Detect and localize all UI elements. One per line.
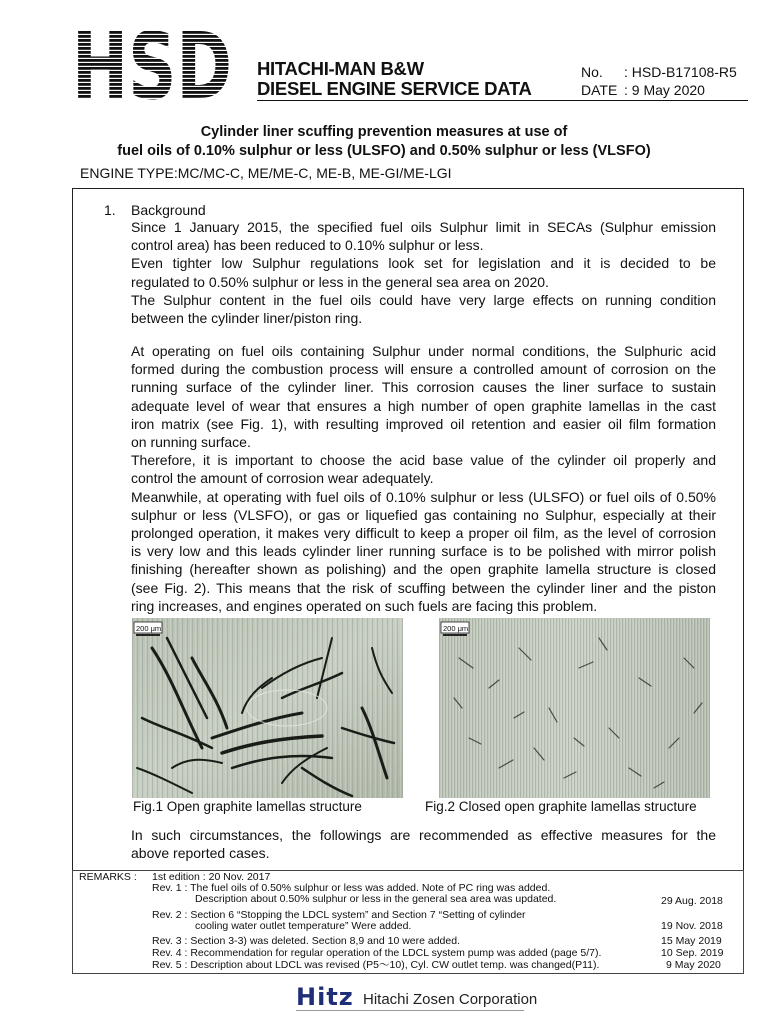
paragraph-line: Even tighter low Sulphur regulations look set for legislation and it is decided to be bbox=[131, 255, 716, 272]
rev2-date: 19 Nov. 2018 bbox=[661, 920, 723, 932]
figure-2-caption: Fig.2 Closed open graphite lamellas structure bbox=[425, 799, 697, 814]
rev5-date: 9 May 2020 bbox=[666, 959, 721, 971]
header-title-line2: DIESEL ENGINE SERVICE DATA bbox=[257, 78, 532, 99]
paragraph-line: At operating on fuel oils containing Sulphur under normal conditions, the Sulphuric acid bbox=[131, 343, 716, 359]
paragraph-line: Since 1 January 2015, the specified fuel oils Sulphur limit in SECAs (Sulphur emission bbox=[131, 219, 716, 235]
paragraph-line: The Sulphur content in the fuel oils could have very large effects on running condition bbox=[131, 291, 716, 308]
paragraph-line: control area) has been reduced to 0.10% sulphur or less. bbox=[131, 237, 484, 254]
rev2-line2: cooling water outlet temperature” Were added. bbox=[195, 920, 412, 932]
paragraph-line: between the cylinder liner/piston ring. bbox=[131, 310, 363, 327]
paragraph-3 bbox=[131, 826, 716, 862]
paragraph-line: sulphur or less (VLSFO), or gas or liquefied gas containing no Sulphur, especially at their bbox=[131, 506, 716, 523]
header-title-line1: HITACHI-MAN B&W bbox=[257, 58, 424, 79]
doc-number-value: : HSD-B17108-R5 bbox=[624, 64, 737, 80]
company-name: Hitachi Zosen Corporation bbox=[363, 991, 538, 1008]
engine-type: ENGINE TYPE:MC/MC-C, ME/ME-C, ME-B, ME-GI/ME-LGI bbox=[80, 165, 452, 181]
fig1-scale-label: 200 μm bbox=[136, 624, 162, 633]
rev1-line2: Description about 0.50% sulphur or less in the general sea area was updated. bbox=[195, 893, 557, 905]
rev3: Rev. 3 : Section 3-3) was deleted. Section 8,9 and 10 were added. bbox=[152, 935, 460, 947]
paragraph-line: adequate level of wear that ensures a high number of open graphite lamellas in the cast bbox=[131, 397, 716, 414]
header-divider bbox=[257, 100, 748, 101]
paragraph-line: is very low and this leads cylinder liner running surface is to be polished with mirror polish bbox=[131, 543, 716, 560]
doc-number-label: No. bbox=[581, 64, 603, 80]
rev5: Rev. 5 : Description about LDCL was revised (P5～10), Cyl. CW outlet temp. was changed(P11). bbox=[152, 959, 600, 971]
remarks-label: REMARKS : bbox=[79, 871, 137, 883]
rev3-date: 15 May 2019 bbox=[661, 935, 722, 947]
paragraph-1 bbox=[131, 218, 716, 327]
fig2-scale-label: 200 μm bbox=[443, 624, 469, 633]
paragraph-2 bbox=[131, 342, 716, 615]
paragraph-line: on running surface. bbox=[131, 434, 251, 451]
figure-2-micrograph bbox=[439, 618, 710, 798]
paragraph-line: formed during the combustion process will ensure a controlled amount of corrosion on the bbox=[131, 361, 716, 378]
paragraph-line: In such circumstances, the followings are recommended as effective measures for the bbox=[131, 827, 716, 843]
footer-divider bbox=[296, 1010, 524, 1011]
doc-date-value: : 9 May 2020 bbox=[624, 82, 705, 98]
rev4-date: 10 Sep. 2019 bbox=[661, 947, 724, 959]
section-title: Background bbox=[131, 202, 206, 218]
figure-1-caption: Fig.1 Open graphite lamellas structure bbox=[133, 799, 362, 814]
paragraph-line: prolonged operation, it makes very difficult to keep a proper oil film, as the level of corrosion bbox=[131, 525, 716, 542]
rev4: Rev. 4 : Recommendation for regular operation of the LDCL system pump was added (page 5/7). bbox=[152, 947, 602, 959]
hsd-logo-text: HSD bbox=[72, 13, 232, 120]
paragraph-line: regulated to 0.50% sulphur or less in the general sea area on 2020. bbox=[131, 273, 549, 290]
rev2-line1: Rev. 2 : Section 6 “Stopping the LDCL system” and Section 7 “Setting of cylinder bbox=[152, 909, 526, 921]
figure-1-micrograph bbox=[132, 618, 403, 798]
doc-date-label: DATE bbox=[581, 82, 618, 98]
paragraph-line: Therefore, it is important to choose the acid base value of the cylinder oil properly and bbox=[131, 452, 716, 469]
hitz-logo: Hitz bbox=[296, 983, 354, 1011]
paragraph-line: (see Fig. 2). This means that the risk of scuffing between the cylinder liner and the piston bbox=[131, 579, 716, 596]
paragraph-line: finishing (hereafter shown as polishing) and the open graphite lamella structure is closed bbox=[131, 561, 716, 578]
paragraph-line: ring increases, and engines operated on such fuels are facing this problem. bbox=[131, 597, 598, 614]
document-title-line2: fuel oils of 0.10% sulphur or less (ULSFO) and 0.50% sulphur or less (VLSFO) bbox=[117, 143, 651, 159]
paragraph-line: above reported cases. bbox=[131, 845, 270, 862]
paragraph-line: Meanwhile, at operating with fuel oils of 0.10% sulphur or less (ULSFO) or fuel oils of 0.50% bbox=[131, 488, 716, 505]
paragraph-line: control the amount of corrosion wear adequately. bbox=[131, 470, 434, 487]
paragraph-line: iron matrix (see Fig. 1), with resulting improved oil retention and easier oil film formation bbox=[131, 415, 716, 432]
first-edition: 1st edition : 20 Nov. 2017 bbox=[152, 871, 271, 883]
document-title-line1: Cylinder liner scuffing prevention measures at use of bbox=[200, 124, 568, 140]
rev1-date: 29 Aug. 2018 bbox=[661, 895, 723, 907]
section-number: 1. bbox=[104, 202, 116, 218]
hsd-logo bbox=[72, 13, 232, 120]
rev1-line1: Rev. 1 : The fuel oils of 0.50% sulphur or less was added. Note of PC ring was added. bbox=[152, 882, 551, 894]
paragraph-line: running surface of the cylinder liner. This corrosion causes the liner surface to sustain bbox=[131, 379, 716, 396]
